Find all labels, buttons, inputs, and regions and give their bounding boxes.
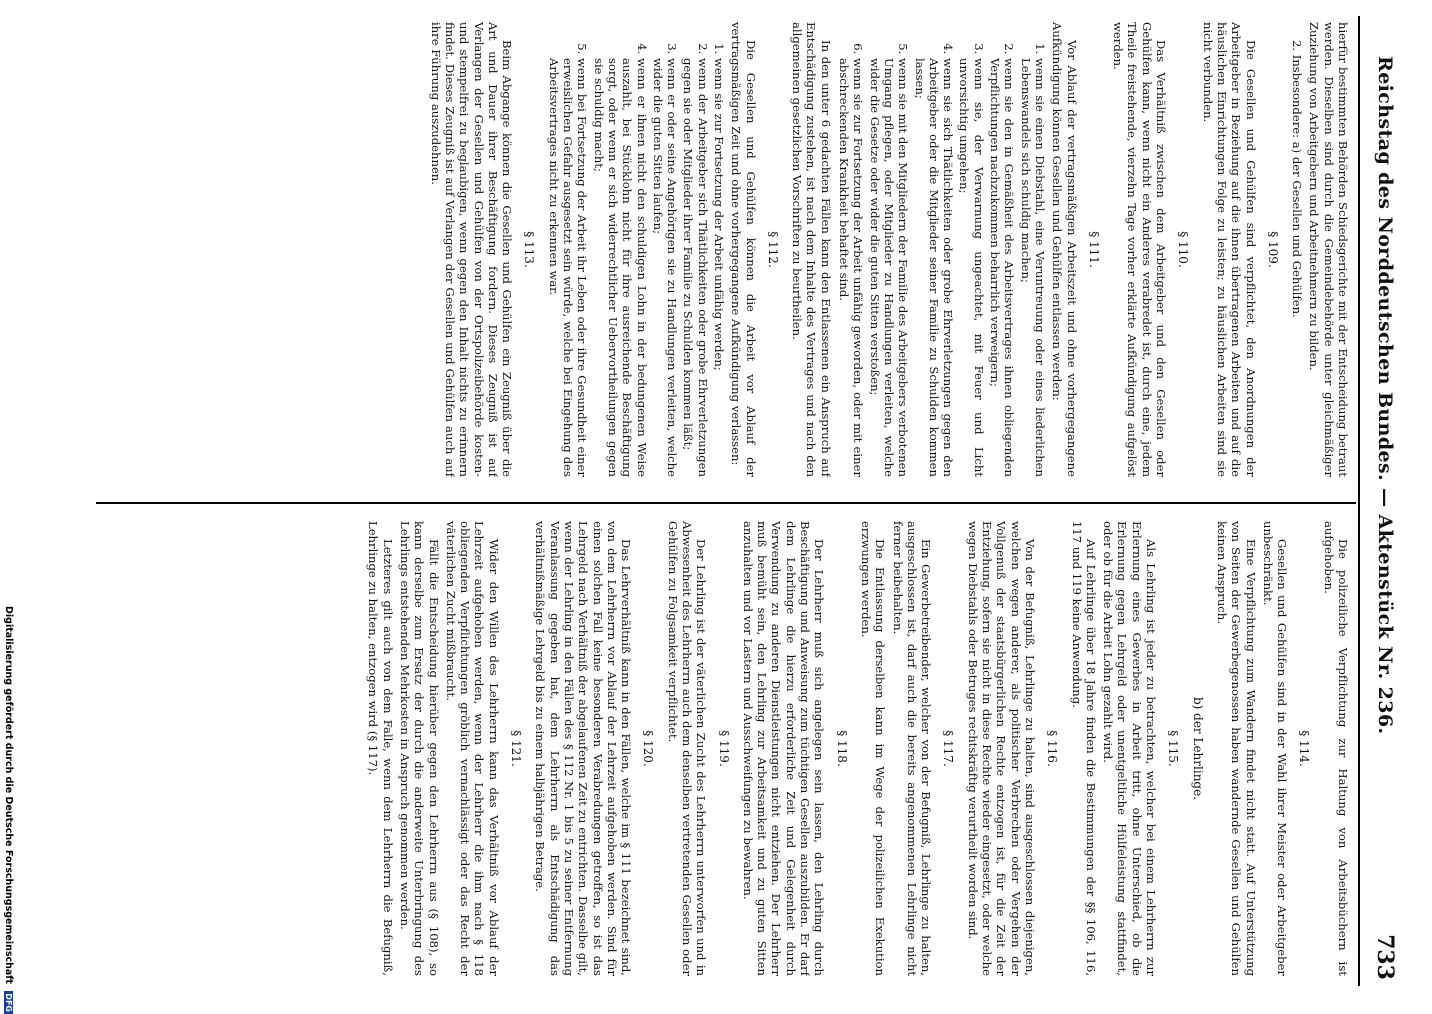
paragraph: Die Gesellen und Gehülfen können die Arbeit vor Ablauf der vertragsmäßigen Zeit und ohne vorhergegangene Aufkündigung verlassen: — [729, 22, 758, 477]
list-item: 4. wenn er ihnen nicht den schuldigen Lohn in der bedungenen Weise auszahlt, bei Stücklohn nicht für ihre ausreichende Beschäftigung sorgt, oder wenn er sich widerrechtlicher Uebervortheilungen gegen sie schuldig macht; — [591, 58, 648, 477]
paragraph: hierfür bestimmten Behörden Schiedsgerichte mit der Entscheidung betraut werden. Dieselben sind durch die Gemeindebehörde unter gleichmäßiger Zuziehung von Arbeitgebern und Arbeitnehmern zu bilden. — [1307, 22, 1350, 477]
paragraph: Das Verhältniß zwischen dem Arbeitgeber und den Gesellen oder Gehülfen kann, wenn nicht ein Anderes verabredet ist, durch eine, jedem Theile freistehende, vierzehn Tage vorher erklärte Aufkündigung aufgelöst werden. — [1111, 22, 1169, 477]
paragraph: Letzteres gilt auch von dem Falle, wenn dem Lehrherrn die Befugniß, Lehrlinge zu halten, entzogen wird (§ 117). — [366, 521, 395, 976]
paragraph: Gesellen und Gehülfen sind in der Wahl ihrer Meister oder Arbeitgeber unbeschränkt. — [1260, 521, 1290, 976]
section-heading: § 117. — [941, 730, 956, 767]
section-heading: § 115. — [1166, 730, 1181, 767]
list-item: 4. wenn sie sich Thätlichkeiten oder grobe Ehrverletzungen gegen den Arbeitgeber oder die Mitglieder seiner Familie zu Schulden kommen lassen; — [912, 58, 955, 477]
credit-text: Digitalisierung gefördert durch die Deutsche Forschungsgemeinschaft — [3, 606, 14, 984]
section-heading: § 110. — [1176, 231, 1191, 268]
running-title: Reichstag des Norddeutschen Bundes. — Aktenstück Nr. 236. — [1374, 56, 1396, 735]
paragraph: Ein Gewerbetreibender, welcher von der Befugniß, Lehrlinge zu halten, ausgeschlossen ist, darf auch die bereits angenommenen Lehrlinge nicht ferner beibehalten. — [890, 521, 934, 976]
right-column — [100, 521, 1350, 976]
section-heading: § 119. — [716, 730, 731, 767]
list-item: 3. wenn er oder seine Angehörigen sie zu Handlungen verleiten, welche wider die guten Sitten laufen; — [651, 58, 680, 477]
paragraph: Der Lehrling ist der väterlichen Zucht des Lehrherrn unterworfen und in Abwesenheit des Lehrherrn auch dem denselben vertretenden Gesellen oder Gehülfen zu Folgsamkeit verpflichtet. — [665, 521, 709, 976]
paragraph: Der Lehrherr muß sich angelegen sein lassen, den Lehrling durch Beschäftigung und Anweisung zum tüchtigen Gesellen auszubilden. Er darf dem Lehrlinge die hierzu erforderliche Zeit und Gelegenheit durch Verwendung zu anderen Dienstleistungen nicht entziehen. Der Lehrherr muß bemüht sein, den Lehrling zur Arbeitsamkeit und zu guten Sitten anzuhalten und vor Lastern und Ausschweifungen zu bewahren. — [740, 521, 827, 976]
section-heading: § 120. — [641, 730, 656, 767]
column-separator — [96, 502, 1356, 504]
list-item: 5. wenn sie mit den Mitgliedern der Familie des Arbeitgebers verbotenen Umgang pflegen, oder Mitglieder zu Handlungen verleiten, welche wider die Gesetze oder wider die guten Sitten verstoßen; — [867, 58, 910, 477]
dismissal-list — [837, 22, 1047, 477]
paragraph: Auf Lehrlinge über 18 Jahre finden die Bestimmungen der §§ 106, 116, 117 und 119 keine Anwendung. — [1069, 521, 1098, 976]
digitization-credit — [0, 0, 16, 1012]
section-heading: § 112. — [765, 231, 780, 268]
list-item: 6. wenn sie zur Fortsetzung der Arbeit unfähig geworden, oder mit einer abschreckenden Krankheit behaftet sind. — [837, 58, 866, 477]
list-item: 3. wenn sie, der Verwarnung ungeachtet, mit Feuer und Licht unvorsichtig umgehen; — [957, 58, 986, 477]
paragraph: Beim Abgange können die Gesellen und Gehülfen ein Zeugniß über die Art und Dauer ihrer Beschäftigung fordern. Dieses Zeugniß ist auf Verlangen der Gesellen und Gehülfen von der Ortspolizeibehörde kosten- und stempelfrei zu beglaubigen, wenn gegen den Inhalt nichts zu erinnern findet. Dieses Zeugniß ist auf Verlangen der Gesellen und Gehülfen auch auf ihre Führung auszudehnen. — [428, 22, 515, 477]
paragraph: In den unter 6 gedachten Fällen kann den Entlassenen ein Anspruch auf Entschädigung zustehen, ist nach dem Inhalte des Vertrages und nach den allgemeinen gesetzlichen Vorschriften zu beurtheilen. — [790, 22, 833, 477]
page-number: 733 — [1372, 934, 1398, 980]
paragraph: Wider den Willen des Lehrherrn kann das Verhältniß vor Ablauf der Lehrzeit aufgehoben werden, wenn der Lehrherr die ihm nach § 118 obliegenden Verpflichtungen gröblich vernachlässigt oder das Recht der väterlichen Zucht mißbraucht. — [443, 521, 501, 976]
section-heading: § 113. — [522, 231, 537, 268]
paragraph: Die Gesellen und Gehülfen sind verpflichtet, den Anordnungen der Arbeitgeber in Beziehung auf die ihnen übertragenen Arbeiten und auf die häuslichen Einrichtungen Folge zu leisten; zu häuslichen Arbeiten sind sie nicht verbunden. — [1200, 22, 1258, 477]
list-item: 5. wenn bei Fortsetzung der Arbeit ihr Leben oder ihre Gesundheit einer erweislichen Gefahr ausgesetzt sein würde, welche bei Eingehung des Arbeitsvertrages nicht zu erkennen war. — [546, 58, 589, 477]
section-heading: § 116. — [1045, 730, 1060, 767]
dfg-logo: DFG — [4, 993, 13, 1012]
paragraph: Vor Ablauf der vertragsmäßigen Arbeitszeit und ohne vorhergegangene Aufkündigung können Gesellen und Gehülfen entlassen werden: — [1050, 22, 1079, 477]
section-heading: § 109. — [1265, 231, 1280, 268]
paragraph: Die polizeiliche Verpflichtung zur Haltung von Arbeitsbüchern ist aufgehoben. — [1321, 521, 1350, 976]
paragraph: Fällt die Entscheidung hierüber gegen den Lehrherrn aus (§ 108), so kann derselbe zum Ersatz der durch die anderweite Unterbringung des Lehrlings entstehenden Mehrkosten in Anspruch genommen werden. — [397, 521, 441, 976]
section-heading: § 111. — [1086, 231, 1101, 268]
section-heading: § 114. — [1297, 730, 1312, 767]
paragraph: Das Lehrverhältniß kann in den Fällen, welche im § 111 bezeichnet sind, von dem Lehrherrn vor Ablauf der Lehrzeit aufgehoben werden. Sind für einen solchen Fall keine besonderen Verabredungen getroffen, so ist das Lehrgeld nach Verhältniß der abgelaufenen Zeit zu entrichten. Dasselbe gilt, wenn der Lehrling in den Fällen des § 112 Nr. 1 bis 5 zu seiner Entfernung Veranlassung gegeben hat, dem Lehrherrn als Entschädigung das verhältnißmäßige Lehrgeld bis zu einem halbjährigen Betrage. — [533, 521, 634, 976]
left-column — [100, 22, 1350, 477]
paragraph: Von der Befugniß, Lehrlinge zu halten, sind ausgeschlossen diejenigen, welchen wegen anderer, als politischer Verbrechen oder Vergehen der Vollgenuß der staatsbürgerlichen Rechte entzogen ist, für die Zeit der Entziehung, sofern sie nicht in diese Rechte wieder eingesetzt, oder welche wegen Diebstahls oder Betruges rechtskräftig verurtheilt worden sind. — [965, 521, 1037, 976]
quitting-list — [546, 22, 726, 477]
subheading: 2. Insbesondere: a) der Gesellen und Gehülfen. — [1290, 40, 1305, 318]
page-header — [1366, 16, 1400, 986]
header-rule — [1358, 16, 1360, 986]
section-heading: § 121. — [509, 730, 524, 767]
scanned-page — [80, 16, 1400, 986]
paragraph: Die Entlassung derselben kann im Wege der polizeilichen Exekution erzwungen werden. — [858, 521, 888, 976]
list-item: 2. wenn sie den in Gemäßheit des Arbeitsvertrages ihnen obliegenden Verpflichtungen nachzukommen beharrlich verweigern; — [988, 58, 1017, 477]
paragraph: Eine Verpflichtung zum Wandern findet nicht statt. Auf Unterstützung von Seiten der Gewerbegenossen haben wandernde Gesellen und Gehülfen keinen Anspruch. — [1214, 521, 1258, 976]
list-item: 2. wenn der Arbeitgeber sich Thätlichkeiten oder grobe Ehrverletzungen gegen sie oder Mitglieder ihrer Familie zu Schulden kommen läßt; — [681, 58, 710, 477]
subheading: b) der Lehrlinge. — [1190, 696, 1205, 801]
list-item: 1. wenn sie zur Fortsetzung der Arbeit unfähig werden; — [712, 58, 726, 477]
paragraph: Als Lehrling ist jeder zu betrachten, welcher bei einem Lehrherrn zur Erlernung eines Gewerbes in Arbeit tritt, ohne Unterschied, ob die Erlernung gegen Lehrgeld oder unentgeltliche Hülfeleistung stattfindet, oder ob für die Arbeit Lohn gezahlt wird. — [1101, 521, 1159, 976]
list-item: 1. wenn sie einen Diebstahl, eine Veruntreuung oder eines liederlichen Lebenswandels sich schuldig machen; — [1018, 58, 1047, 477]
section-heading: § 118. — [834, 730, 849, 767]
